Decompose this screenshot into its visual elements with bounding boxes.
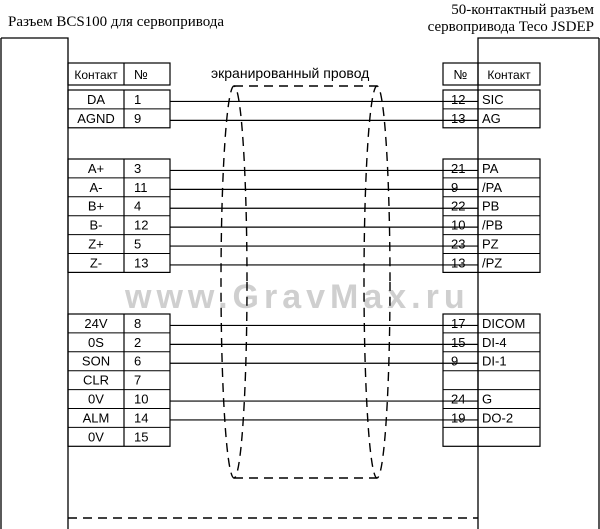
- right-header-contact: Контакт: [487, 68, 531, 82]
- shield-ellipse-right: [364, 86, 390, 478]
- left-pin-num: 12: [134, 217, 149, 233]
- right-pin-num: 22: [451, 198, 466, 214]
- left-pin-num: 14: [134, 410, 149, 426]
- right-pin-contact: SIC: [482, 91, 504, 107]
- right-pin-contact: /PA: [482, 179, 502, 195]
- watermark: www.GravMax.ru: [125, 278, 470, 316]
- right-connector-title-line1: 50-контактный разъем: [451, 2, 594, 18]
- left-pin-num: 1: [134, 91, 142, 107]
- left-pin-contact: DA: [86, 91, 106, 107]
- right-pin-num: 13: [451, 255, 466, 271]
- right-pin-contact: DI-4: [482, 334, 507, 350]
- left-pin-num: 7: [134, 372, 142, 388]
- left-pin-contact: B+: [87, 198, 105, 214]
- left-pin-contact: 0V: [88, 429, 104, 445]
- left-pin-contact: ALM: [82, 410, 110, 426]
- right-pin-num: 10: [451, 217, 466, 233]
- left-pin-contact: 0S: [88, 334, 104, 350]
- left-pin-contact: A-: [89, 179, 103, 195]
- right-pin-num: 17: [451, 315, 466, 331]
- shield-ellipse-left: [221, 86, 247, 478]
- right-pin-num: 21: [451, 160, 466, 176]
- right-pin-num: 9: [451, 353, 459, 369]
- left-pin-num: 3: [134, 160, 142, 176]
- left-pin-contact: A+: [87, 160, 105, 176]
- left-pin-num: 11: [134, 179, 148, 195]
- right-pin-contact: DICOM: [482, 315, 526, 331]
- left-header-num: №: [134, 67, 148, 82]
- right-header-num: №: [453, 67, 468, 82]
- left-header-contact: Контакт: [74, 68, 118, 82]
- right-pin-num: 15: [451, 334, 466, 350]
- right-pin-num: 19: [451, 410, 466, 426]
- right-pin-num: 23: [451, 236, 466, 252]
- right-pin-num: 13: [451, 110, 466, 126]
- left-pin-num: 9: [134, 110, 142, 126]
- right-pin-contact: PB: [482, 198, 500, 214]
- right-pin-num: 24: [451, 391, 466, 407]
- right-pin-contact: G: [482, 391, 493, 407]
- right-connector-title-line2: сервопривода Teco JSDEP: [427, 19, 594, 35]
- left-connector-body: [1, 38, 68, 529]
- right-pin-contact: AG: [482, 110, 501, 126]
- right-pin-contact: /PB: [482, 217, 503, 233]
- left-pin-contact: 0V: [88, 391, 104, 407]
- left-pin-contact: SON: [81, 353, 111, 369]
- left-pin-contact: 24V: [84, 315, 108, 331]
- left-pin-num: 13: [134, 255, 149, 271]
- left-pin-num: 4: [134, 198, 142, 214]
- left-pin-contact: Z+: [88, 236, 104, 252]
- left-pin-contact: AGND: [77, 110, 115, 126]
- left-connector-title: Разъем BCS100 для сервопривода: [8, 14, 225, 30]
- left-pin-num: 2: [134, 334, 142, 350]
- left-pin-contact: Z-: [89, 255, 103, 271]
- left-pin-num: 5: [134, 236, 142, 252]
- right-pin-num: 9: [451, 179, 459, 195]
- left-pin-num: 15: [134, 429, 149, 445]
- left-pin-contact: CLR: [82, 372, 110, 388]
- right-pin-contact: /PZ: [482, 255, 503, 271]
- left-pin-num: 6: [134, 353, 142, 369]
- left-pin-contact: B-: [89, 217, 103, 233]
- shielded-cable-label: экранированный провод: [211, 65, 370, 81]
- left-pin-num: 10: [134, 391, 149, 407]
- right-pin-contact: PZ: [482, 236, 499, 252]
- right-pin-contact: PA: [482, 160, 499, 176]
- right-pin-num: 12: [451, 91, 466, 107]
- right-pin-contact: DO-2: [482, 410, 514, 426]
- left-pin-num: 8: [134, 315, 142, 331]
- right-pin-contact: DI-1: [482, 353, 507, 369]
